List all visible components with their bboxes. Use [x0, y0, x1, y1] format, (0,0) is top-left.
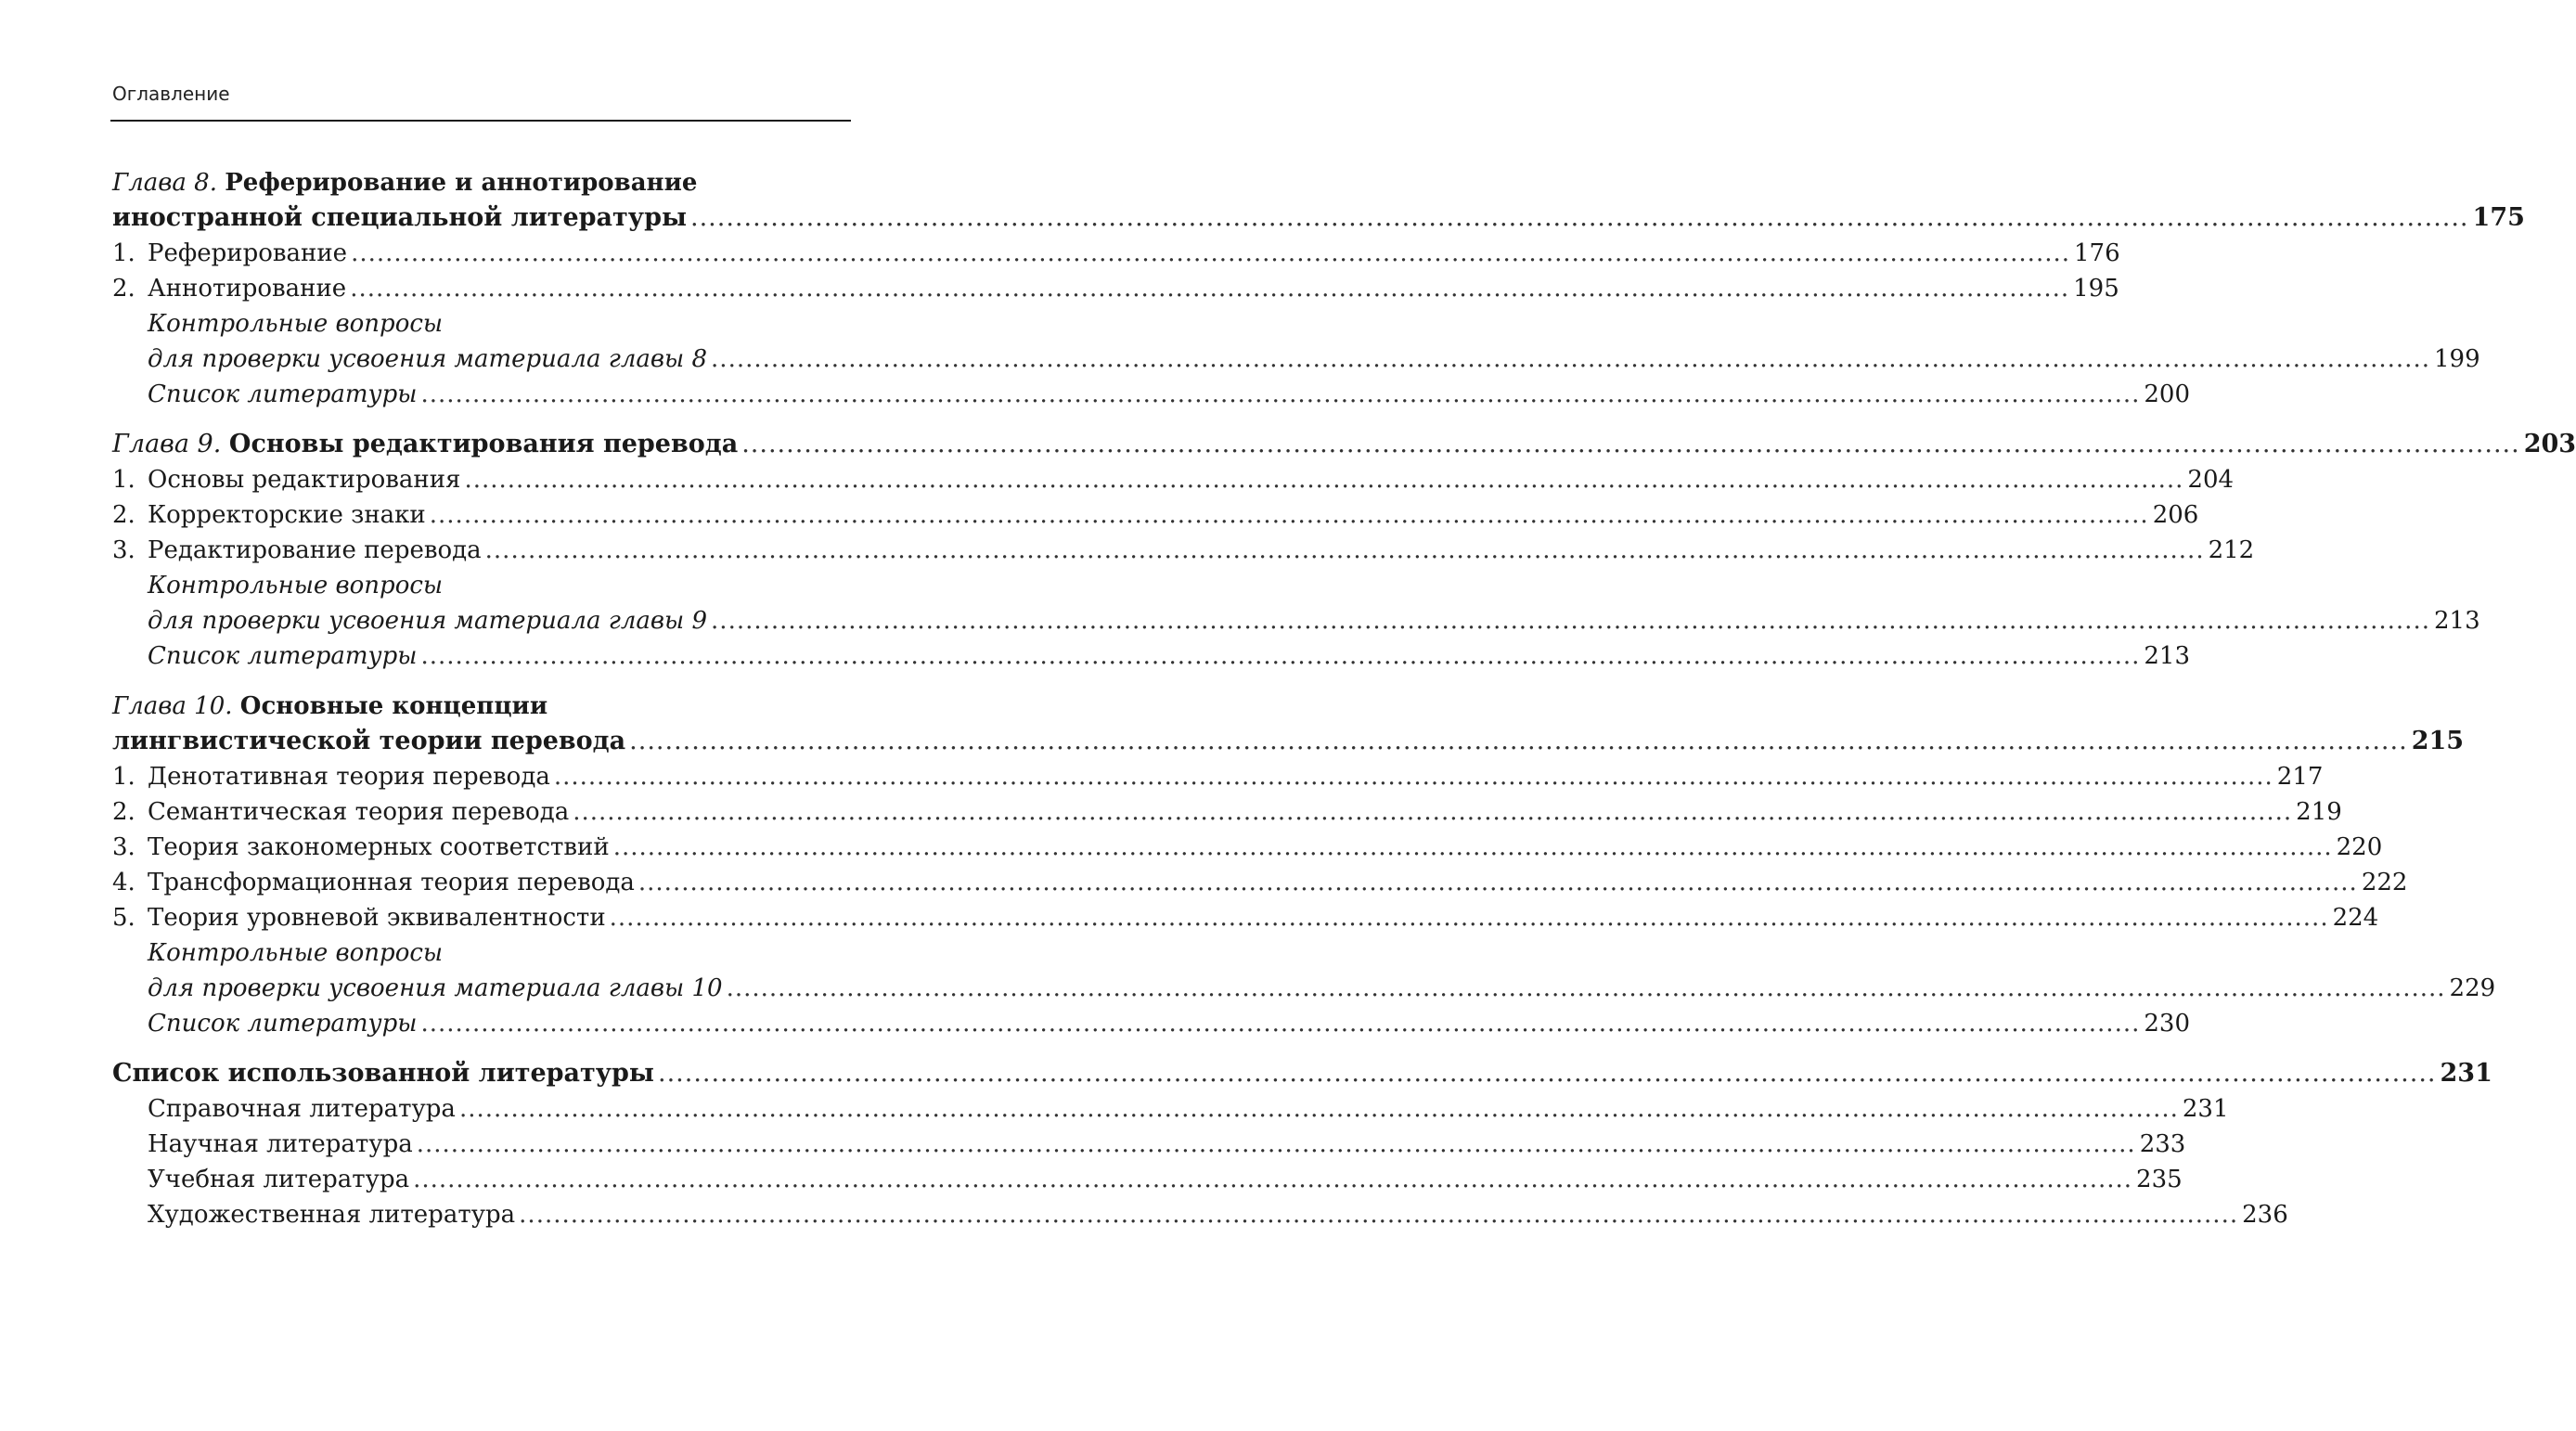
bibliography-item-title: Учебная литература: [148, 1166, 410, 1193]
toc-entry[interactable]: [112, 900, 2379, 935]
leader-dots: ........................................................................................................................................................................................................: [420, 380, 2141, 408]
leader-dots: ........................................................................................................................................................................................................: [741, 430, 2520, 458]
chapter-title-line2: иностранной специальной литературы: [112, 203, 688, 232]
leader-dots: ........................................................................................................................................................................................................: [420, 1010, 2141, 1038]
section-title: Семантическая теория перевода: [148, 798, 570, 826]
toc-entry[interactable]: [112, 271, 2119, 306]
leader-dots: ........................................................................................................................................................................................................: [458, 1095, 2179, 1123]
page-number: 199: [2433, 345, 2480, 373]
toc-entry[interactable]: [112, 236, 2120, 271]
page-number: 236: [2242, 1201, 2288, 1229]
leader-dots: ........................................................................................................................................................................................................: [420, 642, 2141, 670]
toc-entry[interactable]: [112, 533, 2255, 568]
toc-entry[interactable]: [112, 830, 2383, 865]
page-number: 231: [2182, 1095, 2229, 1123]
leader-dots: ........................................................................................................................................................................................................: [553, 763, 2273, 791]
leader-dots: ........................................................................................................................................................................................................: [413, 1166, 2133, 1193]
leader-dots: ........................................................................................................................................................................................................: [416, 1130, 2136, 1158]
toc-entry-chapter-9[interactable]: [112, 427, 2576, 462]
page-number: 204: [2187, 466, 2235, 494]
section-title: Аннотирование: [148, 275, 347, 303]
toc-entry[interactable]: [112, 1091, 2229, 1127]
toc-entry[interactable]: [112, 1197, 2288, 1232]
toc-entry[interactable]: [112, 497, 2199, 533]
toc-entry-references[interactable]: [112, 638, 2191, 674]
page-number: 217: [2276, 763, 2324, 791]
leader-dots: ........................................................................................................................................................................................................: [429, 501, 2149, 529]
section-title: Теория закономерных соответствий: [148, 833, 610, 861]
chapter-10-heading[interactable]: [112, 689, 850, 724]
leader-dots: ........................................................................................................................................................................................................: [690, 203, 2469, 232]
section-title: Денотативная теория перевода: [148, 763, 550, 791]
leader-dots: ........................................................................................................................................................................................................: [351, 239, 2071, 267]
review-questions-line1: Контрольные вопросы: [148, 939, 444, 967]
toc-entry-chapter-8[interactable]: [112, 200, 2525, 236]
toc-entry[interactable]: [112, 865, 2408, 900]
section-title: Основы редактирования: [148, 466, 461, 494]
page-number: 231: [2440, 1059, 2492, 1088]
section-number: 1.: [112, 466, 135, 494]
toc-entry[interactable]: [112, 759, 2324, 794]
page-number: 222: [2361, 869, 2408, 896]
page-number: 219: [2296, 798, 2342, 826]
chapter-title-line1: Основные концепции: [239, 692, 548, 720]
section-number: 3.: [112, 833, 135, 861]
toc-entry[interactable]: [112, 1162, 2183, 1197]
toc-entry-references[interactable]: [112, 1006, 2191, 1041]
leader-dots: ........................................................................................................................................................................................................: [464, 466, 2184, 494]
bibliography-title: Список использованной литературы: [112, 1059, 654, 1088]
page-number: 233: [2139, 1130, 2186, 1158]
toc-entry[interactable]: [112, 1127, 2186, 1162]
leader-dots: ........................................................................................................................................................................................................: [519, 1201, 2239, 1229]
leader-dots: ........................................................................................................................................................................................................: [638, 869, 2358, 896]
page-number: 215: [2411, 727, 2465, 755]
chapter-title-line2: лингвистической теории перевода: [112, 727, 626, 755]
leader-dots: ........................................................................................................................................................................................................: [612, 833, 2333, 861]
page-number: 212: [2208, 536, 2255, 564]
chapter-label: Глава 8.: [112, 169, 217, 197]
leader-dots: ........................................................................................................................................................................................................: [711, 607, 2430, 635]
table-of-contents: [112, 165, 2576, 1232]
section-title: Теория уровневой эквивалентности: [148, 904, 606, 932]
chapter-label: Глава 9.: [112, 430, 222, 458]
chapter-label: Глава 10.: [112, 692, 233, 720]
toc-entry-review-questions[interactable]: [112, 342, 2480, 377]
toc-entry-review-questions[interactable]: [112, 603, 2480, 638]
bibliography-item-title: Художественная литература: [148, 1201, 516, 1229]
page-number: 200: [2144, 380, 2191, 408]
section-number: 2.: [112, 501, 135, 529]
toc-entry-review-questions[interactable]: [112, 971, 2496, 1006]
leader-dots: ........................................................................................................................................................................................................: [629, 727, 2408, 755]
page-number: 220: [2336, 833, 2383, 861]
section-title: Корректорские знаки: [148, 501, 426, 529]
header-divider: [110, 120, 851, 122]
page-number: 235: [2136, 1166, 2183, 1193]
page-number: 195: [2073, 275, 2119, 303]
toc-entry-bibliography[interactable]: [112, 1056, 2492, 1091]
bibliography-item-title: Научная литература: [148, 1130, 413, 1158]
toc-entry[interactable]: [112, 462, 2235, 497]
leader-dots: ........................................................................................................................................................................................................: [711, 345, 2430, 373]
page-number: 224: [2332, 904, 2379, 932]
page-number: 175: [2472, 203, 2525, 232]
section-title: Трансформационная теория перевода: [148, 869, 635, 896]
chapter-8-heading[interactable]: [112, 165, 850, 200]
page-number: 203: [2523, 430, 2576, 458]
page-number: 229: [2449, 974, 2496, 1002]
page-number: 206: [2152, 501, 2199, 529]
leader-dots: ........................................................................................................................................................................................................: [657, 1059, 2437, 1088]
section-number: 2.: [112, 275, 135, 303]
page-number: 230: [2144, 1010, 2191, 1038]
section-number: 1.: [112, 763, 135, 791]
section-title: Редактирование перевода: [148, 536, 482, 564]
review-questions-line1: Контрольные вопросы: [148, 310, 444, 338]
section-number: 3.: [112, 536, 135, 564]
chapter-title: Основы редактирования перевода: [228, 430, 739, 458]
review-questions-line2: для проверки усвоения материала главы 9: [148, 607, 708, 635]
section-number: 2.: [112, 798, 135, 826]
page-header-title: Оглавление: [112, 83, 230, 105]
page-number: 176: [2074, 239, 2120, 267]
leader-dots: ........................................................................................................................................................................................................: [484, 536, 2205, 564]
section-number: 5.: [112, 904, 135, 932]
references-title: Список литературы: [148, 380, 418, 408]
page-number: 213: [2144, 642, 2191, 670]
section-number: 4.: [112, 869, 135, 896]
page-number: 213: [2433, 607, 2480, 635]
section-number: 1.: [112, 239, 135, 267]
toc-entry-references[interactable]: [112, 377, 2191, 412]
toc-entry[interactable]: [112, 794, 2342, 830]
leader-dots: ........................................................................................................................................................................................................: [609, 904, 2329, 932]
leader-dots: ........................................................................................................................................................................................................: [726, 974, 2446, 1002]
review-questions-line1: Контрольные вопросы: [148, 572, 444, 599]
review-questions-line2: для проверки усвоения материала главы 8: [148, 345, 708, 373]
references-title: Список литературы: [148, 642, 418, 670]
toc-entry-chapter-10[interactable]: [112, 724, 2465, 759]
chapter-title-line1: Реферирование и аннотирование: [225, 169, 698, 197]
leader-dots: ........................................................................................................................................................................................................: [573, 798, 2293, 826]
bibliography-item-title: Справочная литература: [148, 1095, 456, 1123]
section-title: Реферирование: [148, 239, 348, 267]
references-title: Список литературы: [148, 1010, 418, 1038]
review-questions-line2: для проверки усвоения материала главы 10: [148, 974, 723, 1002]
leader-dots: ........................................................................................................................................................................................................: [350, 275, 2070, 303]
